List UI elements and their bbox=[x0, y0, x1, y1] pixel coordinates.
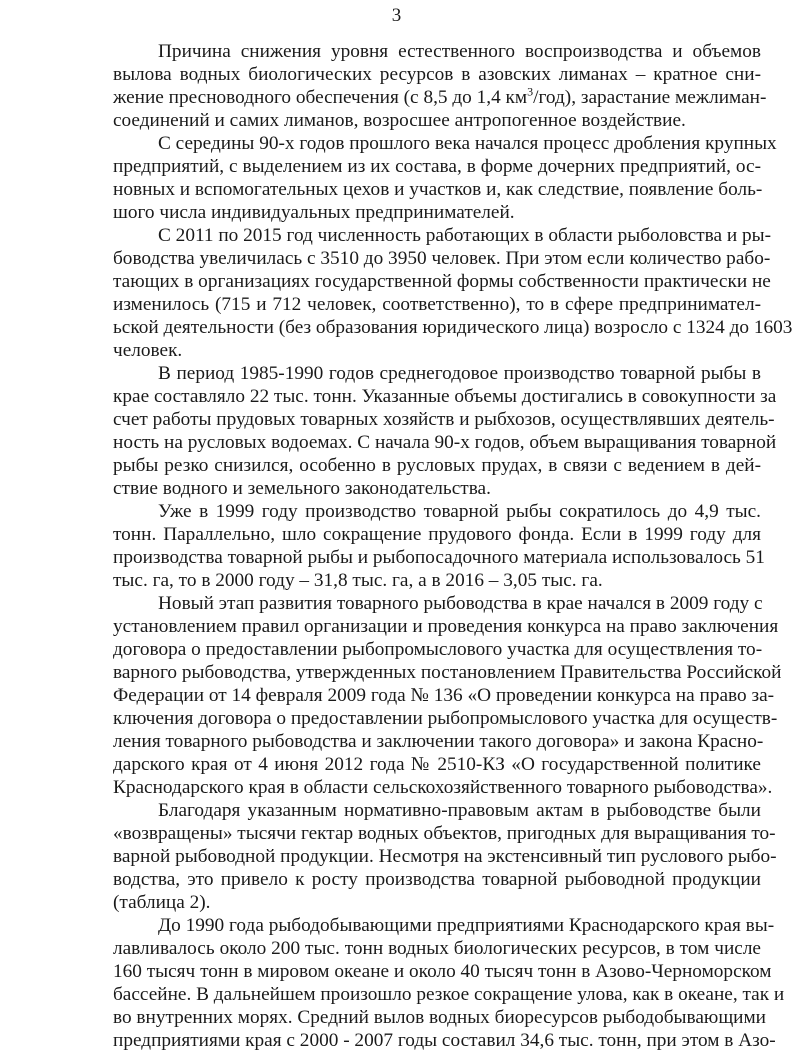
text-line: шого числа индивидуальных предпринимателей. bbox=[113, 202, 515, 223]
paragraph-2 bbox=[113, 132, 777, 224]
text-line: 160 тысяч тонн в мировом океане и около 40 тысяч тонн в Азово-Черноморском bbox=[113, 961, 772, 982]
text-line: договора о предоставлении рыбопромыслового участка для осуществления то- bbox=[113, 639, 763, 660]
text-line: счет работы прудовых товарных хозяйств и рыбхозов, осуществлявших деятель- bbox=[113, 409, 775, 430]
paragraph-8 bbox=[113, 914, 785, 1052]
page-number: 3 bbox=[391, 5, 402, 26]
text-line: тонн. Параллельно, шло сокращение прудового фонда. Если в 1999 году для bbox=[113, 524, 761, 545]
text-line: человек. bbox=[113, 340, 183, 361]
text-line: предприятий, с выделением из их состава, в форме дочерних предприятий, ос- bbox=[113, 156, 761, 177]
text-line: Благодаря указанным нормативно-правовым актам в рыбоводстве были bbox=[158, 800, 761, 821]
paragraph-4 bbox=[113, 362, 777, 500]
text-line: тающих в организациях государственной формы собственности практически не bbox=[113, 271, 771, 292]
text-line: предприятиями края с 2000 - 2007 годы составил 34,6 тыс. тонн, при этом в Азо- bbox=[113, 1030, 776, 1051]
text-line: рыбы резко снизился, особенно в русловых прудах, в связи с ведением в дей- bbox=[113, 455, 761, 476]
text-line: ьской деятельности (без образования юридического лица) возросло с 1324 до 1603 bbox=[113, 317, 793, 338]
text-line: вылова водных биологических ресурсов в азовских лиманах – кратное сни- bbox=[113, 64, 761, 85]
text-line: В период 1985-1990 годов среднегодовое производство товарной рыбы в bbox=[158, 363, 761, 384]
superscript: 3 bbox=[527, 84, 534, 99]
text-line: бассейне. В дальнейшем произошло резкое сокращение улова, как в океане, так и bbox=[113, 984, 785, 1005]
text-line: (таблица 2). bbox=[113, 892, 211, 913]
text-line bbox=[113, 84, 767, 109]
text-line: соединений и самих лиманов, возросшее антропогенное воздействие. bbox=[113, 110, 686, 131]
text-line: производства товарной рыбы и рыбопосадочного материала использовалось 51 bbox=[113, 547, 765, 568]
text-line: изменилось (715 и 712 человек, соответственно), то в сфере предпринимател- bbox=[113, 294, 761, 315]
text-line: варного рыбоводства, утвержденных постановлением Правительства Российской bbox=[113, 662, 782, 683]
text-line: водства, это привело к росту производства товарной рыбоводной продукции bbox=[113, 869, 761, 890]
text-line: ствие водного и земельного законодательства. bbox=[113, 478, 491, 499]
text-line: боводства увеличилась с 3510 до 3950 человек. При этом если количество рабо- bbox=[113, 248, 771, 269]
text-line: крае составляло 22 тыс. тонн. Указанные объемы достигались в совокупности за bbox=[113, 386, 777, 407]
paragraph-5 bbox=[113, 500, 765, 592]
text-line: Уже в 1999 году производство товарной рыбы сократилось до 4,9 тыс. bbox=[158, 501, 761, 522]
paragraph-6 bbox=[113, 592, 782, 799]
paragraph-1 bbox=[113, 40, 767, 132]
text-line: ключения договора о предоставлении рыбопромыслового участка для осуществ- bbox=[113, 708, 778, 729]
text-line: Федерации от 14 февраля 2009 года № 136 «О проведении конкурса на право за- bbox=[113, 685, 775, 706]
text-line: новных и вспомогательных цехов и участков и, как следствие, появление боль- bbox=[113, 179, 763, 200]
text-line: Краснодарского края в области сельскохозяйственного товарного рыбоводства». bbox=[113, 777, 773, 798]
text-line: установлением правил организации и проведения конкурса на право заключения bbox=[113, 616, 779, 637]
paragraph-3 bbox=[113, 224, 793, 362]
text-line: До 1990 года рыбодобывающими предприятиями Краснодарского края вы- bbox=[158, 915, 775, 936]
text-line: тыс. га, то в 2000 году – 31,8 тыс. га, а в 2016 – 3,05 тыс. га. bbox=[113, 570, 603, 591]
text-line: варной рыбоводной продукции. Несмотря на экстенсивный тип руслового рыбо- bbox=[113, 846, 777, 867]
text-line: Причина снижения уровня естественного воспроизводства и объемов bbox=[158, 41, 761, 62]
text-line: во внутренних морях. Средний вылов водных биоресурсов рыбодобывающими bbox=[113, 1007, 767, 1028]
text-line: С 2011 по 2015 год численность работающих в области рыболовства и ры- bbox=[158, 225, 772, 246]
text-line: Новый этап развития товарного рыбоводства в крае начался в 2009 году с bbox=[158, 593, 763, 614]
body-text bbox=[113, 40, 793, 1052]
text-line: «возвращены» тысячи гектар водных объектов, пригодных для выращивания то- bbox=[113, 823, 776, 844]
text-line: дарского края от 4 июня 2012 года № 2510-КЗ «О государственной политике bbox=[113, 754, 761, 775]
paragraph-7 bbox=[113, 799, 777, 914]
text-fragment: /год), зарастание межлиман- bbox=[533, 87, 767, 108]
text-line: ления товарного рыбоводства и заключении такого договора» и закона Красно- bbox=[113, 731, 764, 752]
text-line: лавливалось около 200 тыс. тонн водных биологических ресурсов, в том числе bbox=[113, 938, 761, 959]
text-fragment: жение пресноводного обеспечения (с 8,5 до 1,4 км bbox=[113, 87, 528, 108]
text-line: С середины 90-х годов прошлого века начался процесс дробления крупных bbox=[158, 133, 777, 154]
text-line: ность на русловых водоемах. С начала 90-х годов, объем выращивания товарной bbox=[113, 432, 777, 453]
